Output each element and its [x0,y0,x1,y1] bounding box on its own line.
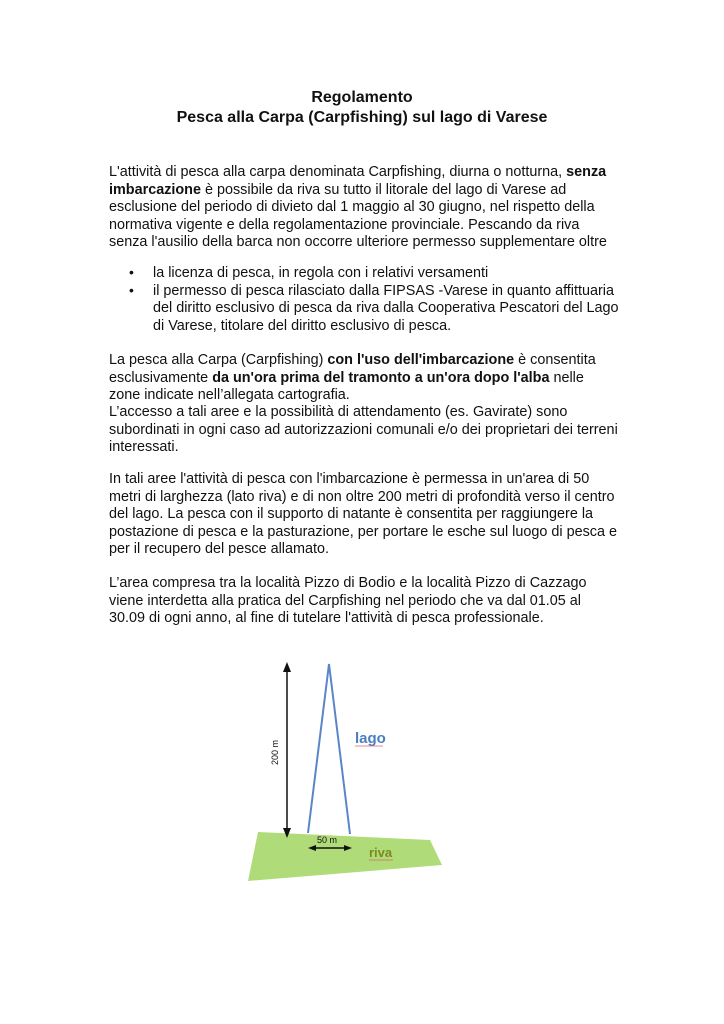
list-item [109,283,619,336]
title-line-2: Pesca alla Carpa (Carpfishing) sul lago di Varese [176,109,548,126]
shore-label: riva [369,845,393,860]
paragraph-2-text: La pesca alla Carpa (Carpfishing) [109,352,328,368]
title-line-1: Regolamento [311,89,413,106]
depth-label: 200 m [270,739,280,765]
cone-outline [308,664,350,834]
bullet-icon: • [129,264,134,280]
paragraph-2-text-2: è consentita esclusivamente [109,352,596,386]
paragraph-1 [109,164,619,252]
paragraph-2-bold-2: da un'ora prima del tramonto a un'ora dopo l'alba [212,369,550,386]
paragraph-1-bold: senza imbarcazione [109,164,607,198]
paragraph-3: L’accesso a tali aree e la possibilità di attendamento (es. Gavirate) sono subordinati in ogni caso ad autorizzazioni comunali e/o dei proprietari dei terreni interessati. [109,404,618,456]
width-label: 50 m [317,835,338,845]
paragraph-5: L’area compresa tra la località Pizzo di Bodio e la località Pizzo di Cazzago viene interdetta alla pratica del Carpfishing nel periodo che va dal 01.05 al 30.09 di ogni anno, al fine di tutelare l'attività di pesca professionale. [109,575,587,627]
paragraph-1-text-2: è possibile da riva su tutto il litorale del lago di Varese ad esclusione del periodo di divieto dal 1 maggio al 30 giugno, nel rispetto della normativa vigente e della regolamentazione provinciale. Pescando da riva senza l'ausilio della barca non occorre ulteriore permesso supplementare oltre [109,181,607,251]
list-item-text: la licenza di pesca, in regola con i relativi versamenti [153,265,489,281]
paragraph-2-bold-1: con l'uso dell'imbarcazione [327,352,515,368]
requirements-list [109,265,619,335]
paragraph-2 [109,352,619,405]
list-item [109,265,619,283]
paragraph-1-text: L'attività di pesca alla carpa denominata Carpfishing, diurna o notturna, [109,164,567,180]
lake-label: lago [355,730,386,747]
depth-arrow-top [283,662,291,672]
shore-shape [248,832,442,881]
list-item-text: il permesso di pesca rilasciato dalla FIPSAS -Varese in quanto affittuaria del diritto esclusivo di pesca da riva dalla Cooperativa Pescatori del Lago di Varese, titolare del diritto esclusivo di pesca. [153,282,619,334]
document-title [0,88,724,128]
paragraph-4: In tali aree l'attività di pesca con l'imbarcazione è permessa in un'area di 50 metri di larghezza (lato riva) e di non oltre 200 metri di profondità verso il centro del lago. La pesca con il supporto di natante è consentita per raggiungere la postazione di pesca e la pasturazione, per portare le esche sul luogo di pesca e per il recupero del pesce allamato. [109,471,617,558]
bullet-icon: • [129,281,134,298]
fishing-area-diagram [230,650,460,890]
paragraph-2-text-3: nelle zone indicate nell’allegata cartografia. [109,369,584,404]
